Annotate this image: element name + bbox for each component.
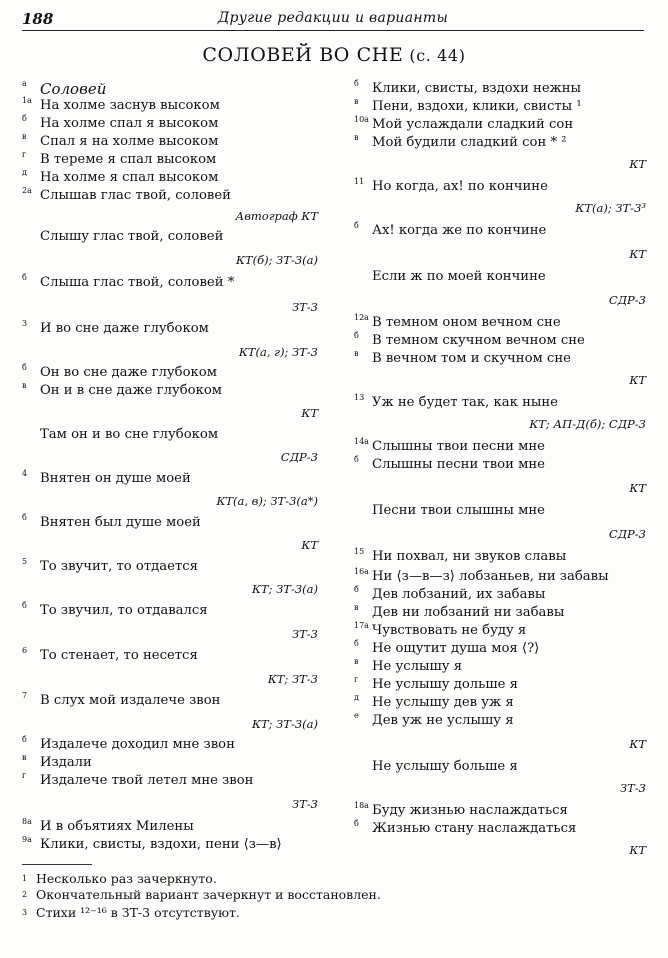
- verse-line: [22, 754, 318, 772]
- footnote: [22, 870, 217, 887]
- verse-line: [22, 818, 318, 836]
- footnote-text: Стихи ¹²⁻¹⁶ в ЗТ-3 отсутствуют.: [36, 905, 240, 920]
- line-marker: 15: [354, 547, 365, 556]
- line-text: Он во сне даже глубоком: [40, 365, 217, 380]
- variant-source: КТ: [629, 481, 646, 495]
- line-marker: г: [22, 150, 27, 159]
- verse-line: [22, 115, 318, 133]
- footnote-text: Несколько раз зачеркнуто.: [36, 871, 217, 886]
- line-marker: 2а: [22, 186, 32, 195]
- line-text: Он и в сне даже глубоком: [40, 383, 223, 398]
- variant-source: КТ: [301, 406, 318, 420]
- line-text: Там он и во сне глубоком: [40, 427, 219, 442]
- line-marker: в: [354, 97, 359, 106]
- line-marker: 9а: [22, 835, 32, 844]
- line-text: На холме я спал высоком: [40, 170, 219, 185]
- variant-source: КТ; ЗТ-3: [267, 672, 318, 686]
- variant-source: КТ: [629, 373, 646, 387]
- line-text: Дев лобзаний, их забавы: [372, 587, 546, 602]
- verse-line: [22, 692, 318, 710]
- running-header: [22, 8, 644, 31]
- footnote-mark: 3: [22, 908, 28, 917]
- variant-source: Автограф КТ: [235, 209, 318, 223]
- variant-source: СДР-3: [608, 293, 646, 307]
- verse-line: [354, 712, 646, 730]
- variant-source: КТ; ЗТ-3(а): [252, 717, 318, 731]
- line-marker: 16а: [354, 567, 369, 576]
- verse-line: [22, 470, 318, 488]
- line-text: Чувствовать не буду я: [372, 623, 527, 638]
- line-text: Но когда, ах! по кончине: [372, 179, 548, 194]
- verse-line: [354, 350, 646, 368]
- verse-line: [22, 426, 318, 444]
- variant-source: КТ(а, г); ЗТ-3: [238, 345, 318, 359]
- verse-line: [22, 364, 318, 382]
- line-marker: 8а: [22, 817, 32, 826]
- poem-page-ref: (с. 44): [409, 46, 466, 65]
- verse-line: [22, 228, 318, 246]
- line-marker: 13: [354, 393, 365, 402]
- line-text: На холме заснув высоком: [40, 98, 220, 113]
- line-marker: е: [354, 711, 359, 720]
- poem-title-text: СОЛОВЕЙ ВО СНЕ: [202, 44, 404, 66]
- verse-line: [354, 604, 646, 622]
- variant-source: КТ: [629, 157, 646, 171]
- verse-line: [354, 456, 646, 474]
- verse-line: [354, 568, 646, 586]
- verse-line: [22, 320, 318, 338]
- verse-line: [354, 640, 646, 658]
- verse-line: [354, 586, 646, 604]
- line-text: Ни похвал, ни звуков славы: [372, 549, 567, 564]
- line-text: Дев уж не услышу я: [372, 713, 514, 728]
- line-text: Спал я на холме высоком: [40, 134, 219, 149]
- line-text: Слышу глас твой, соловей: [40, 229, 224, 244]
- line-text: Ах! когда же по кончине: [372, 223, 547, 238]
- line-marker: 14а: [354, 437, 369, 446]
- verse-line: [22, 151, 318, 169]
- line-marker: б: [22, 513, 27, 522]
- verse-line: [354, 502, 646, 520]
- line-marker: в: [22, 381, 27, 390]
- line-text: Уж не будет так, как ныне: [372, 395, 558, 410]
- variant-source: КТ: [629, 737, 646, 751]
- line-marker: 5: [22, 557, 28, 566]
- line-marker: б: [22, 363, 27, 372]
- verse-line: [354, 658, 646, 676]
- line-marker: б: [354, 331, 359, 340]
- line-text: Пени, вздохи, клики, свисты ¹: [372, 99, 582, 114]
- verse-line: [354, 80, 646, 98]
- line-text: Соловей: [40, 80, 107, 98]
- verse-line: [22, 187, 318, 205]
- line-marker: б: [354, 585, 359, 594]
- verse-line: [22, 169, 318, 187]
- verse-line: [22, 836, 318, 854]
- line-text: Внятен был душе моей: [40, 515, 201, 530]
- line-marker: 6: [22, 646, 28, 655]
- verse-line: [354, 268, 646, 286]
- variant-source: ЗТ-3: [619, 781, 646, 795]
- line-marker: 4: [22, 469, 28, 478]
- line-text: Не услышу дев уж я: [372, 695, 514, 710]
- variant-source: КТ(а, в); ЗТ-3(а*): [216, 494, 318, 508]
- verse-line: [354, 332, 646, 350]
- variant-source: КТ; ЗТ-3(а): [252, 582, 318, 596]
- line-text: И в объятиях Милены: [40, 819, 194, 834]
- footnote-mark: 1: [22, 874, 28, 883]
- line-marker: б: [22, 273, 27, 282]
- line-marker: 11: [354, 177, 365, 186]
- line-text: Не услышу дольше я: [372, 677, 518, 692]
- line-text: Внятен он душе моей: [40, 471, 191, 486]
- line-text: То звучил, то отдавался: [40, 603, 208, 618]
- variant-source: КТ(б); ЗТ-3(а): [236, 253, 318, 267]
- line-text: Не услышу больше я: [372, 759, 518, 774]
- verse-line: [354, 676, 646, 694]
- variant-source: КТ: [301, 538, 318, 552]
- line-text: Издалече доходил мне звон: [40, 737, 235, 752]
- verse-line: [354, 758, 646, 776]
- line-marker: 12а: [354, 313, 369, 322]
- verse-line: [354, 314, 646, 332]
- footnote-mark: 2: [22, 890, 28, 899]
- poem-title: [0, 44, 668, 66]
- verse-line: [22, 772, 318, 790]
- line-marker: 18а: [354, 801, 369, 810]
- variant-source: СДР-3: [608, 527, 646, 541]
- verse-line: [354, 622, 646, 640]
- verse-line: [354, 438, 646, 456]
- variant-source: ЗТ-3: [291, 627, 318, 641]
- verse-line: [354, 134, 646, 152]
- line-text: Жизнью стану наслаждаться: [372, 821, 577, 836]
- verse-line: [354, 820, 646, 838]
- verse-line: [354, 98, 646, 116]
- footnote-text: Окончательный вариант зачеркнут и восстановлен.: [36, 887, 381, 902]
- line-text: В вечном том и скучном сне: [372, 351, 571, 366]
- line-text: Если ж по моей кончине: [372, 269, 546, 284]
- variant-source: КТ(а); ЗТ-3³: [575, 201, 646, 215]
- line-text: Буду жизнью наслаждаться: [372, 803, 568, 818]
- line-text: В темном скучном вечном сне: [372, 333, 585, 348]
- line-marker: б: [22, 601, 27, 610]
- line-text: Клики, свисты, вздохи, пени ⟨з—в⟩: [40, 837, 282, 852]
- verse-line: [22, 274, 318, 292]
- line-marker: 1а: [22, 96, 32, 105]
- verse-line: [22, 382, 318, 400]
- line-marker: б: [22, 735, 27, 744]
- line-marker: г: [354, 675, 359, 684]
- verse-line: [22, 133, 318, 151]
- line-marker: а: [22, 79, 27, 88]
- line-text: Мой будили сладкий сон * ²: [372, 135, 567, 150]
- line-marker: б: [354, 79, 359, 88]
- line-marker: б: [354, 221, 359, 230]
- verse-line: [354, 116, 646, 134]
- verse-line: [22, 647, 318, 665]
- line-marker: 17а: [354, 621, 369, 630]
- line-text: Издалече твой летел мне звон: [40, 773, 254, 788]
- line-marker: д: [22, 168, 27, 177]
- line-text: Ни ⟨з—в—з⟩ лобзаньев, ни забавы: [372, 569, 609, 584]
- verse-line: [354, 802, 646, 820]
- verse-line: [22, 602, 318, 620]
- footnote: [22, 904, 240, 921]
- page-number: 188: [22, 10, 54, 28]
- line-text: Слышав глас твой, соловей: [40, 188, 231, 203]
- line-marker: в: [354, 133, 359, 142]
- variant-source: КТ: [629, 843, 646, 857]
- variant-source: КТ: [629, 247, 646, 261]
- line-marker: 10а: [354, 115, 369, 124]
- line-marker: 3: [22, 319, 28, 328]
- variant-source: КТ; АП-Д(б); СДР-3: [529, 417, 646, 431]
- line-text: Не услышу я: [372, 659, 463, 674]
- line-marker: б: [354, 455, 359, 464]
- line-text: На холме спал я высоком: [40, 116, 219, 131]
- variant-source: ЗТ-3: [291, 300, 318, 314]
- line-text: То стенает, то несется: [40, 648, 198, 663]
- line-text: Слыша глас твой, соловей *: [40, 275, 235, 290]
- running-title: Другие редакции и варианты: [217, 10, 449, 26]
- line-marker: в: [22, 753, 27, 762]
- line-text: Не ощутит душа моя ⟨?⟩: [372, 641, 540, 656]
- verse-line: [22, 514, 318, 532]
- line-marker: 7: [22, 691, 28, 700]
- verse-line: [354, 394, 646, 412]
- line-marker: б: [354, 639, 359, 648]
- line-text: В темном оном вечном сне: [372, 315, 561, 330]
- line-marker: б: [354, 819, 359, 828]
- verse-line: [354, 694, 646, 712]
- line-text: Клики, свисты, вздохи нежны: [372, 81, 582, 96]
- line-text: В тереме я спал высоком: [40, 152, 217, 167]
- footnote: [22, 886, 381, 903]
- variant-source: СДР-3: [280, 450, 318, 464]
- verse-line: [354, 178, 646, 196]
- line-marker: в: [354, 657, 359, 666]
- line-text: Песни твои слышны мне: [372, 503, 545, 518]
- line-text: То звучит, то отдается: [40, 559, 198, 574]
- line-text: Дев ни лобзаний ни забавы: [372, 605, 565, 620]
- line-text: И во сне даже глубоком: [40, 321, 209, 336]
- verse-line: [22, 97, 318, 115]
- line-marker: в: [354, 603, 359, 612]
- line-marker: д: [354, 693, 359, 702]
- verse-line: [22, 736, 318, 754]
- line-marker: в: [354, 349, 359, 358]
- verse-line: [354, 222, 646, 240]
- variant-source: ЗТ-3: [291, 797, 318, 811]
- verse-line: [22, 80, 318, 98]
- verse-line: [354, 548, 646, 566]
- line-text: Слышны твои песни мне: [372, 439, 545, 454]
- line-text: В слух мой издалече звон: [40, 693, 221, 708]
- footnote-rule: [22, 864, 92, 865]
- line-marker: г: [22, 771, 27, 780]
- line-marker: б: [22, 114, 27, 123]
- line-marker: в: [22, 132, 27, 141]
- verse-line: [22, 558, 318, 576]
- line-text: Слышны песни твои мне: [372, 457, 545, 472]
- line-text: Мой услаждали сладкий сон: [372, 117, 574, 132]
- line-text: Издали: [40, 755, 92, 770]
